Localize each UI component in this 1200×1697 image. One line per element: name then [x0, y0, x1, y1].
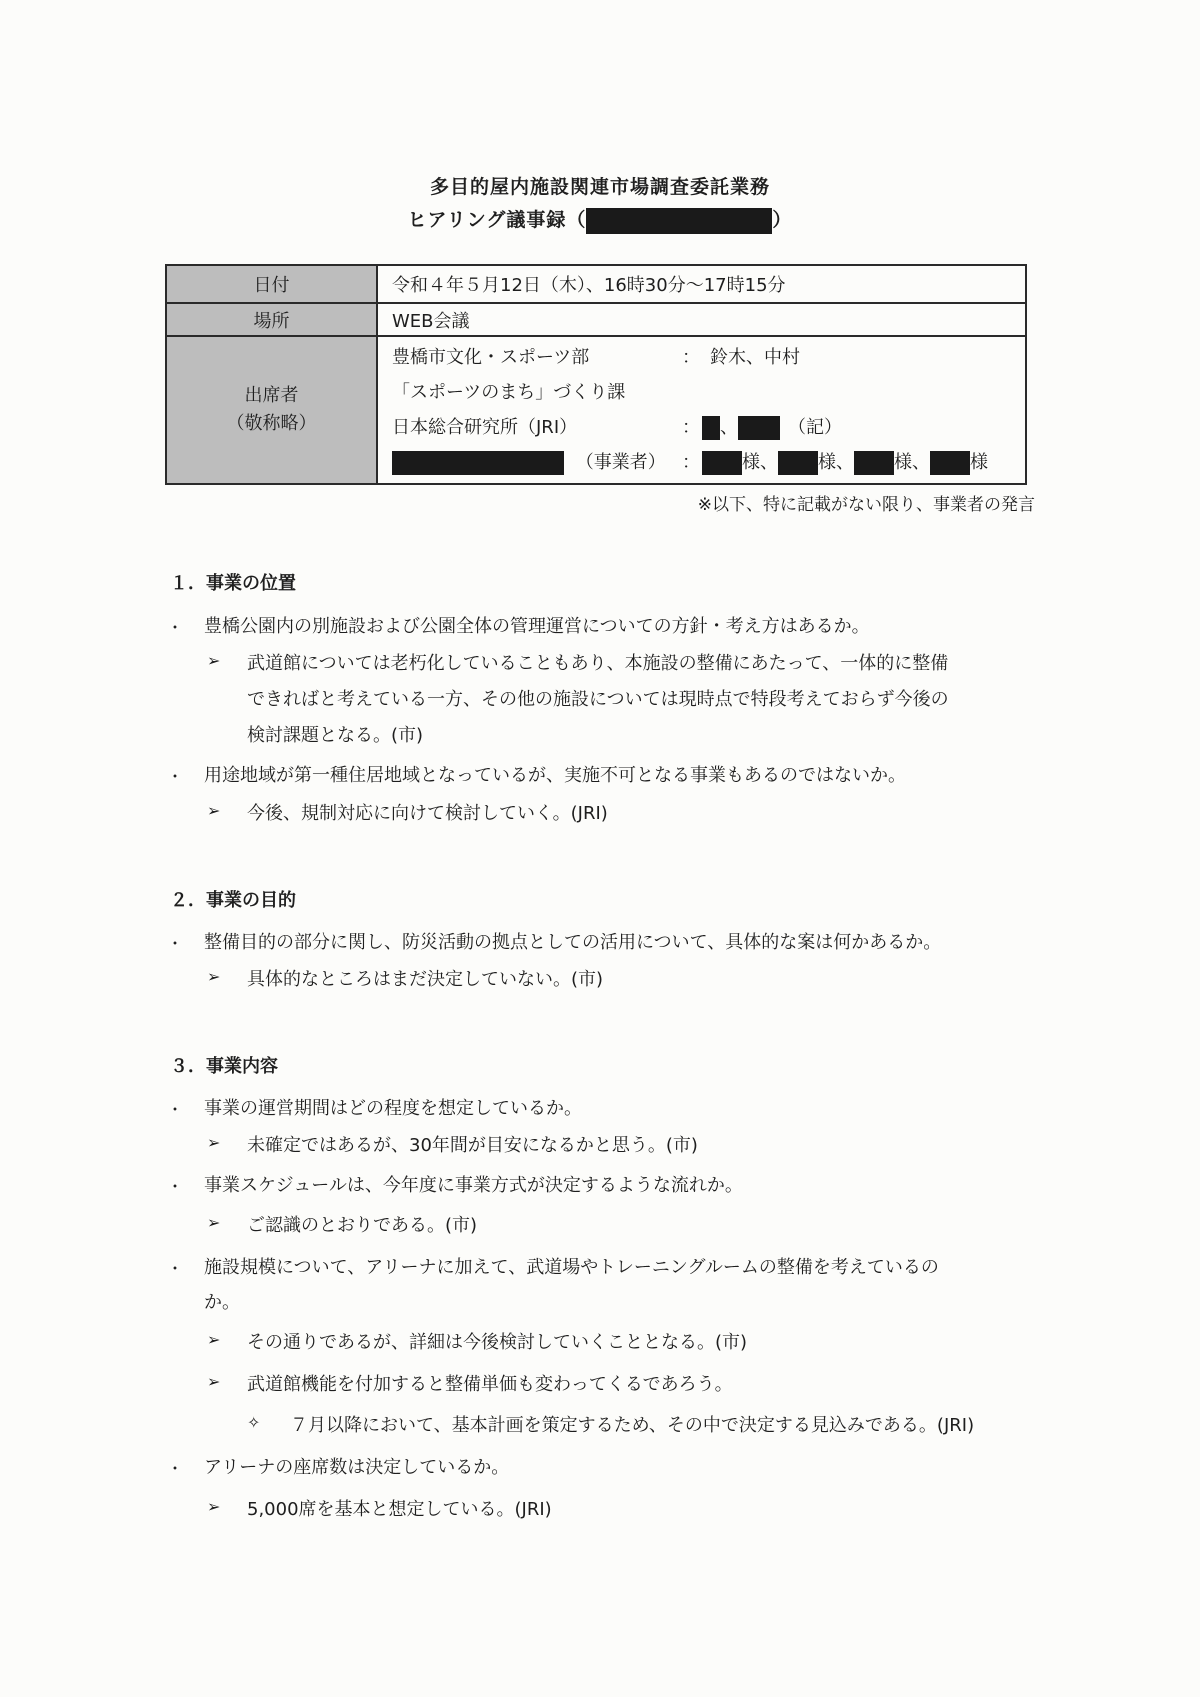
answer: 今後、規制対応に向けて検討していく。(JRI) [247, 803, 608, 824]
attendee-colon: ： [682, 417, 700, 438]
bullet-icon: ・ [167, 618, 184, 637]
recorder-mark: （記） [788, 417, 842, 438]
honorific: 様 [742, 452, 760, 473]
answer-continued: 検討課題となる。(市) [247, 725, 424, 746]
answer: その通りであるが、詳細は今後検討していくこととなる。(市) [247, 1332, 748, 1353]
attendee-row [392, 445, 1011, 480]
date-value: 令和４年５月12日（木）、16時30分～17時15分 [377, 265, 1026, 303]
attendee-colon: ： [682, 347, 700, 368]
answer: 武道館機能を付加すると整備単価も変わってくるであろう。 [247, 1374, 733, 1395]
bullet-icon: ・ [167, 1259, 184, 1278]
redaction-block [586, 208, 772, 234]
redaction-block [738, 416, 780, 440]
answer: 5,000席を基本と想定している。(JRI) [247, 1499, 552, 1520]
bullet-icon: ・ [167, 767, 184, 786]
bullet-icon: ・ [167, 1177, 184, 1196]
question: 整備目的の部分に関し、防災活動の拠点としての活用について、具体的な案は何かあるか。 [204, 932, 942, 953]
redaction-block [702, 416, 720, 440]
place-value: WEB会議 [377, 303, 1026, 336]
name-separator: 、 [760, 452, 778, 473]
document-subtitle [0, 205, 1200, 234]
honorific: 様 [818, 452, 836, 473]
redaction-block [930, 451, 970, 475]
arrow-icon: ➢ [207, 1133, 221, 1152]
attendee-row [392, 375, 1011, 410]
attendee-org: 豊橋市文化・スポーツ部 [392, 347, 590, 368]
attendee-names [702, 445, 988, 480]
attendees-list [377, 336, 1026, 484]
honorific: 様 [894, 452, 912, 473]
name-separator: 、 [720, 417, 738, 438]
redaction-block [778, 451, 818, 475]
redaction-block [392, 451, 564, 475]
bullet-icon: ・ [167, 934, 184, 953]
attendees-label-note: （敬称略） [226, 413, 317, 434]
document-title: 多目的屋内施設関連市場調査委託業務 [429, 176, 770, 198]
attendee-row [392, 410, 1011, 445]
section-heading: ３．事業内容 [170, 1056, 278, 1077]
answer: 未確定ではあるが、30年間が目安になるかと思う。(市) [247, 1135, 698, 1156]
attendee-colon: ： [682, 452, 700, 473]
question: 豊橋公園内の別施設および公園全体の管理運営についての方針・考え方はあるか。 [204, 616, 870, 637]
question: アリーナの座席数は決定しているか。 [204, 1457, 510, 1478]
question: 事業スケジュールは、今年度に事業方式が決定するような流れか。 [204, 1175, 743, 1196]
section-heading: １．事業の位置 [170, 573, 296, 594]
diamond-icon: ✧ [247, 1413, 261, 1432]
subtitle-suffix: ） [772, 209, 793, 231]
attendees-label [166, 336, 377, 484]
question: 用途地域が第一種住居地域となっているが、実施不可となる事業もあるのではないか。 [204, 765, 906, 786]
arrow-icon: ➢ [207, 1497, 221, 1516]
attendee-org: 日本総合研究所（JRI） [392, 417, 578, 438]
honorific: 様 [970, 452, 988, 473]
attendee-role: （事業者） [575, 452, 666, 473]
name-separator: 、 [912, 452, 930, 473]
arrow-icon: ➢ [207, 1372, 221, 1391]
redaction-block [702, 451, 742, 475]
question: 事業の運営期間はどの程度を想定しているか。 [204, 1098, 582, 1119]
sub-answer: ７月以降において、基本計画を策定するため、その中で決定する見込みである。(JRI) [290, 1415, 975, 1436]
speaker-note: ※以下、特に記載がない限り、事業者の発言 [697, 495, 1035, 515]
name-separator: 、 [836, 452, 854, 473]
question: 施設規模について、アリーナに加えて、武道場やトレーニングルームの整備を考えているの [204, 1257, 939, 1278]
date-label: 日付 [166, 265, 377, 303]
arrow-icon: ➢ [207, 967, 221, 986]
attendee-names [702, 410, 842, 445]
arrow-icon: ➢ [207, 651, 221, 670]
answer: 具体的なところはまだ決定していない。(市) [247, 969, 604, 990]
subtitle-prefix: ヒアリング議事録（ [407, 209, 587, 231]
bullet-icon: ・ [167, 1459, 184, 1478]
answer-continued: できればと考えている一方、その他の施設については現時点で特段考えておらず今後の [247, 689, 949, 710]
answer: ご認識のとおりである。(市) [247, 1215, 478, 1236]
attendee-names: 鈴木、中村 [710, 347, 800, 368]
attendee-org: 「スポーツのまち」づくり課 [392, 382, 626, 403]
redaction-block [854, 451, 894, 475]
answer: 武道館については老朽化していることもあり、本施設の整備にあたって、一体的に整備 [247, 653, 949, 674]
arrow-icon: ➢ [207, 801, 221, 820]
place-label: 場所 [166, 303, 377, 336]
attendees-label-main: 出席者 [244, 385, 299, 406]
question-continued: か。 [204, 1292, 240, 1313]
bullet-icon: ・ [167, 1100, 184, 1119]
arrow-icon: ➢ [207, 1213, 221, 1232]
arrow-icon: ➢ [207, 1330, 221, 1349]
attendee-row [392, 340, 1011, 375]
meeting-info-table [165, 264, 1027, 485]
section-heading: ２．事業の目的 [170, 890, 296, 911]
